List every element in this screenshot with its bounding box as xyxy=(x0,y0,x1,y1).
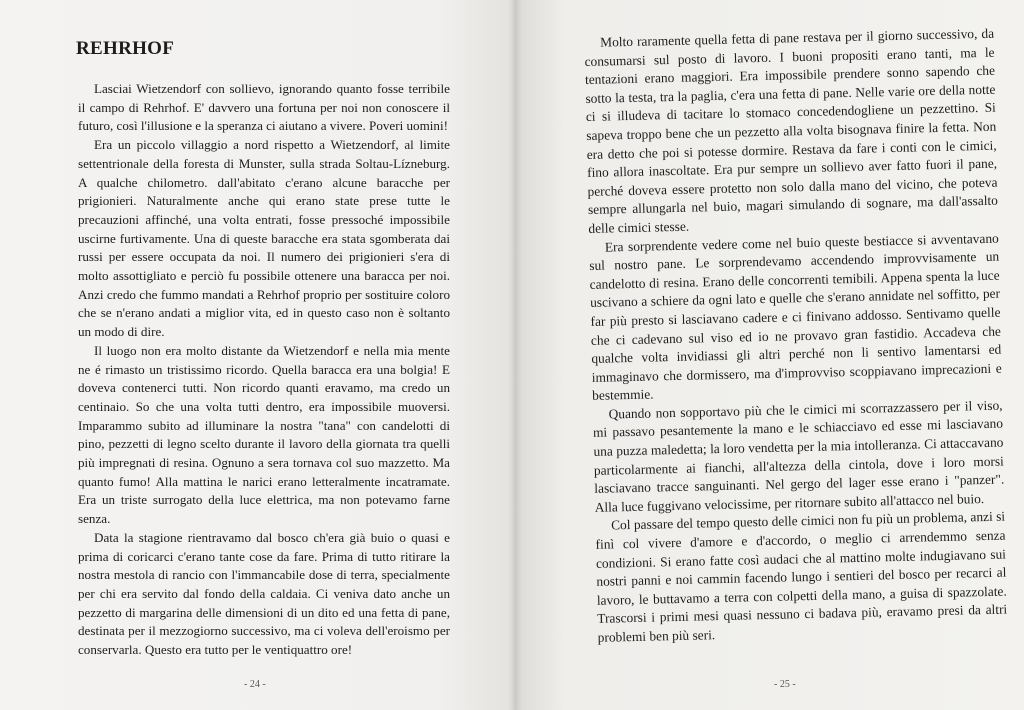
chapter-title: REHRHOF xyxy=(76,38,175,59)
right-page xyxy=(514,0,1024,710)
page-number-right: - 25 - xyxy=(774,679,796,690)
paragraph: Lasciai Wietzendorf con sollievo, ignorando quanto fosse terribile il campo di Rehrhof. E' davvero una fortuna per noi non conoscere il futuro, così l'illusione e la speranza ci aiutano a vivere. Poveri uomini! xyxy=(78,81,450,134)
book-gutter xyxy=(508,0,522,710)
paragraph: Quando non sopportavo più che le cimici mi scorrazzassero per il viso, mi passavo pesantemente la mano e le schiacciavo ed esse mi lasciavano una puzza maledetta; la loro vendetta per la mia intolleranza. Ci attaccavano particolarmente ai fianchi, all'altezza della cintola, dove i loro morsi lasciavano tracce sanguinanti. Nel gergo del lager esse erano i "panzer". Alla luce fuggivano velocissime, per ritornare subito all'attacco nel buio. xyxy=(592,397,1005,515)
paragraph: Col passare del tempo questo delle cimici non fu più un problema, anzi si finì col vivere d'amore e d'accordo, o meglio ci arrendemmo senza condizioni. Si erano fatte così audaci che al mattino molte indugiavano sui nostri panni e noi cammin facendo lungo i sentieri del bosco per recarci al lavoro, le buttavamo a terra con colpetti della mano, a guisa di spazzolate. Trascorsi i primi mesi quasi nessuno ci badava più, eravamo presi da altri problemi ben più seri. xyxy=(595,509,1008,645)
paragraph: Era un piccolo villaggio a nord rispetto a Wietzendorf, al limite settentrionale della foresta di Munster, sulla strada Soltau-Lízneburg. A qualche chilometro. dall'abitato c'erano alcune baracche per prigionieri. Naturalmente anche qui erano state prese tutte le precauzioni affinché, una volta entrati, fosse pressoché impossibile uscirne furtivamente. Una di queste baracche era stata sgomberata dai russi per essere occupata da noi. Il numero dei prigionieri s'era di molto assottigliato e perciò fu possibile ottenere una baracca per noi. Anzi credo che fummo mandati a Rehrhof proprio per sostituire coloro che se n'erano andati a miglior vita, ed in questo caso non è soltanto un modo di dire. xyxy=(78,137,450,340)
paragraph: Data la stagione rientravamo dal bosco ch'era già buio o quasi e prima di coricarci c'erano tante cose da fare. Prima di tutto ritirare la nostra mestola di rancio con l'immancabile dose di terra, specialmente per chi era servito dal fondo della caldaia. Ci veniva dato anche un pezzetto di margarina delle dimensioni di un dito ed una fetta di pane, destinata per il mezzogiorno successivo, ma ci voleva dell'eroismo per conservarla. Questo era tutto per le ventiquattro ore! xyxy=(78,529,450,658)
paragraph: Il luogo non era molto distante da Wietzendorf e nella mia mente ne é rimasto un tristissimo ricordo. Quella baracca era una bolgia! E doveva contenerci tutti. Non ricordo quanti eravamo, ma credo un centinaio. So che una volta tutti dentro, era impossibile muoversi. Imparammo subito ad illuminare la nostra "tana" con candelotti di pino, pezzetti di legno scelto durante il lavoro della giornata tra quelli più impregnati di resina. Ognuno a sera tornava col suo mazzetto. Ma quanto fumo! Alla mattina le narici erano letteralmente incatramate. Era un triste surrogato della luce elettrica, ma non potevamo farne senza. xyxy=(78,342,450,527)
page-number-left: - 24 - xyxy=(244,679,266,690)
right-text-column xyxy=(584,25,1008,648)
paragraph: Era sorprendente vedere come nel buio queste bestiacce si avventavano sul nostro pane. Le sorprendevamo accendendo improvvisamente un candelotto di resina. Erano delle concorrenti temibili. Appena spenta la luce uscivano a schiere da ogni lato e quelle che s'erano annidate nel soffitto, per far più presto si lasciavano cadere e ci finivano addosso. Sentivamo quelle che ci cadevano sul viso ed io ne provavo gran fastidio. Accadeva che qualche volta invidiassi gli altri perché non li sentivo lamentarsi ed immaginavo che dormissero, ma d'improvviso scoppiavano imprecazioni e bestemmie. xyxy=(589,230,1002,404)
paragraph: Molto raramente quella fetta di pane restava per il giorno successivo, da consumarsi sul posto di lavoro. I buoni propositi erano tanti, ma le tentazioni erano maggiori. Era impossibile prendere sonno sapendo che sotto la testa, tra la paglia, c'era una fetta di pane. Nelle varie ore della notte ci si illudeva di tacitare lo stomaco concedendogliene un pezzettino. Si sapeva troppo bene che un pezzetto alla volta bisognava finire la fetta. Non era detto che poi si potesse dormire. Restava da fare i conti con le cimici, fino allora inascoltate. Era pur sempre un sollievo aver fatto fuori il pane, perché doveva essere protetto non solo dalla mano del vicino, che poteva sempre allungarla nel buio, magari simulando di sognare, ma dall'assalto delle cimici stesse. xyxy=(584,25,999,236)
left-text-column xyxy=(78,38,450,660)
